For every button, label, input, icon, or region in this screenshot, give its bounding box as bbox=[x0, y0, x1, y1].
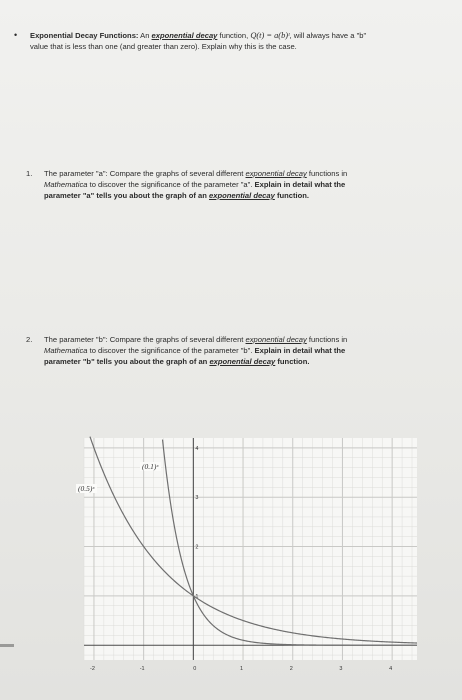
question-1 bbox=[26, 168, 440, 201]
y-tick-label: 2 bbox=[195, 544, 199, 551]
q1-bold-a: Explain in detail what the bbox=[254, 180, 346, 189]
question-number: 2. bbox=[26, 335, 33, 344]
q2-term: exponential decay bbox=[245, 335, 307, 344]
q1-mathematica: Mathematica bbox=[44, 180, 88, 189]
q2-term-2: exponential decay bbox=[209, 357, 276, 366]
y-tick-label: 4 bbox=[195, 445, 199, 452]
question-text bbox=[44, 334, 440, 367]
bullet-text bbox=[30, 30, 444, 52]
x-tick-label: -1 bbox=[139, 666, 145, 672]
graph-svg bbox=[70, 432, 425, 672]
q1-term: exponential decay bbox=[245, 169, 307, 178]
q2-mathematica: Mathematica bbox=[44, 346, 88, 355]
y-tick-label: 3 bbox=[195, 495, 199, 502]
q2-bold-b: parameter "b" tells you about the graph of an bbox=[44, 357, 210, 366]
q2-text-c: to discover the significance of the parameter "b". bbox=[87, 346, 255, 355]
q1-text-c: to discover the significance of the parameter "a". bbox=[87, 180, 255, 189]
series-label-0.1: (0.1)ˣ bbox=[142, 462, 159, 471]
q2-text-b: functions in bbox=[306, 335, 348, 344]
q1-term-2: exponential decay bbox=[209, 191, 275, 200]
decay-formula: Q(t) = a(b)ᵗ bbox=[250, 31, 290, 40]
bullet-text-a: An bbox=[138, 31, 152, 40]
bullet-question bbox=[14, 30, 444, 52]
decay-graph bbox=[70, 432, 425, 677]
series-label-0.5: (0.5)ˣ bbox=[78, 484, 95, 493]
x-tick-label: -2 bbox=[89, 666, 95, 672]
question-text bbox=[44, 168, 440, 201]
x-tick-label: 3 bbox=[339, 666, 343, 672]
bullet-line-2: value that is less than one (and greater than zero). Explain why this is the case. bbox=[30, 42, 297, 51]
bullet-dot: • bbox=[14, 30, 18, 40]
bullet-term: exponential decay bbox=[151, 31, 218, 40]
q1-bold-b: parameter "a" tells you about the graph of an bbox=[44, 191, 210, 200]
q2-bold-a: Explain in detail what the bbox=[254, 346, 346, 355]
q2-bold-c: function. bbox=[275, 357, 310, 366]
question-2 bbox=[26, 334, 440, 367]
bullet-text-b: function, bbox=[217, 31, 251, 40]
x-tick-label: 4 bbox=[389, 666, 393, 672]
x-tick-label: 0 bbox=[193, 666, 197, 672]
question-number: 1. bbox=[26, 169, 33, 178]
y-tick-label: 1 bbox=[195, 593, 199, 600]
q1-text-b: functions in bbox=[306, 169, 348, 178]
x-tick-label: 1 bbox=[240, 666, 244, 672]
q1-text-a: The parameter "a": Compare the graphs of several different bbox=[44, 169, 246, 178]
x-tick-label: 2 bbox=[289, 666, 293, 672]
q2-text-a: The parameter "b": Compare the graphs of several different bbox=[44, 335, 246, 344]
page-edge-mark bbox=[0, 644, 14, 647]
q1-bold-c: function. bbox=[274, 191, 310, 200]
bullet-text-c: , will always have a "b" bbox=[289, 31, 367, 40]
bullet-lead: Exponential Decay Functions: bbox=[30, 31, 139, 40]
